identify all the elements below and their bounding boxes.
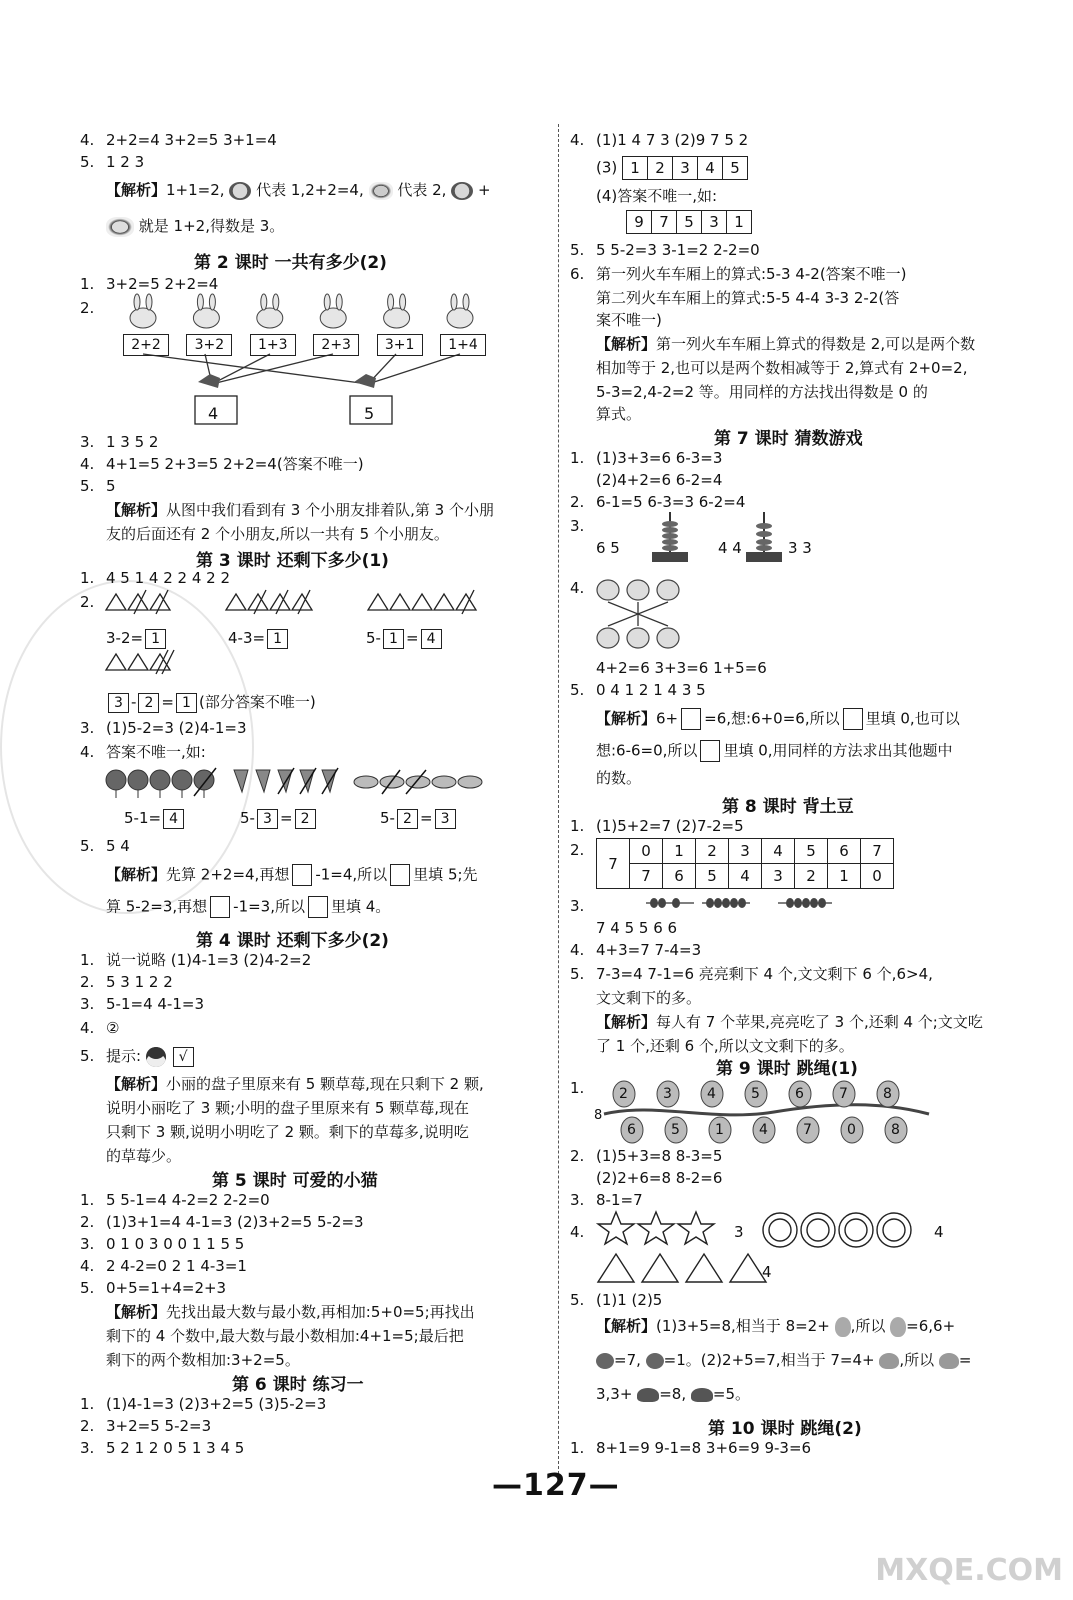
l7-answer-1b: (2)4+2=6 6-2=4 [596, 471, 723, 489]
l7-analysis-3: 的数。 [596, 769, 642, 787]
l8-answer-4: 4. 4+3=7 7-4=3 [570, 941, 702, 959]
analysis-1-cont: 就是 1+2,得数是 3。 [106, 216, 284, 237]
check-box: √ [173, 1047, 194, 1067]
rabbit-ear [134, 294, 140, 310]
leaf-number: 4 [707, 1086, 716, 1102]
l4-answer-5: 5. 提示: √ [80, 1046, 196, 1067]
l9-analysis-3: 3,3+ =8, =5。 [596, 1385, 751, 1403]
r6-analysis-4: 算式。 [596, 405, 642, 423]
leaf-number: 5 [671, 1122, 680, 1138]
l3-answer-3: 3. (1)5-2=3 (2)4-1=3 [80, 719, 247, 737]
l6-answer-2: 2. 3+2=5 5-2=3 [80, 1417, 212, 1435]
r-answer-6: 6. 第一列火车车厢上的算式:5-3 4-2(答案不唯一) [570, 265, 907, 283]
l7-analysis-2: 想:6-6=0,所以 里填 0,用同样的方法求出其他题中 [596, 740, 953, 762]
column-divider [558, 124, 559, 1484]
l5-analysis-2: 剩下的 4 个数中,最大数与最小数相加:4+1=5;最后把 [106, 1327, 464, 1345]
rabbit-icon [447, 308, 473, 328]
lesson-9-heading: 第 9 课时 跳绳(1) [716, 1059, 858, 1079]
rabbit-icon [384, 308, 410, 328]
leaf-number: 8 [891, 1122, 900, 1138]
rabbit-matching-diagram [100, 296, 480, 432]
l3-eq-3: 5- 1 = 4 [366, 628, 444, 649]
l8-answer-3-num: 3. [570, 897, 585, 915]
l5-answer-5: 5. 0+5=1+4=2+3 [80, 1279, 227, 1297]
l3-answer-4: 4. 答案不唯一,如: [80, 743, 206, 761]
r-answer-6c: 案不唯一) [596, 311, 662, 329]
l9-analysis-2: =7, =1。(2)2+5=7,相当于 7=4+ ,所以 = [596, 1350, 971, 1370]
lesson-8-heading: 第 8 课时 背土豆 [722, 797, 854, 817]
r-answer-6b: 第二列火车车厢上的算式:5-5 4-4 3-3 2-2(答 [596, 289, 900, 307]
rabbit-ear [451, 294, 457, 310]
l4-answer-1: 1. 说一说略 (1)4-1=3 (2)4-2=2 [80, 951, 312, 969]
rabbit-card: 1+4 [440, 334, 486, 356]
rabbit-ear [336, 294, 342, 310]
l6-answer-1: 1. (1)4-1=3 (2)3+2=5 (3)5-2=3 [80, 1395, 327, 1413]
abacus-icons [652, 512, 782, 564]
l8-analysis-1: 【解析】每人有 7 个苹果,亮亮吃了 3 个,还剩 4 个;文文吃 [596, 1013, 983, 1031]
butterfly-icon [369, 182, 393, 200]
l3-obj-eq-3: 5- 2 = 3 [380, 808, 458, 829]
leaf-number: 8 [883, 1086, 892, 1102]
r-answer-4-3: (3) 1 2 3 4 5 [596, 156, 748, 180]
l7-answer-3c: 3 3 [788, 539, 812, 557]
r-answer-4-4: (4)答案不唯一,如: [596, 187, 718, 205]
sequence-9-1: 9 7 5 3 1 [626, 210, 752, 234]
frog-icon [879, 1353, 899, 1369]
l7-answer-2: 2. 6-1=5 6-3=3 6-2=4 [570, 493, 746, 511]
l9-answer-1-num: 1. [570, 1079, 585, 1097]
l8-answer-3: 7 4 5 5 6 6 [596, 919, 678, 937]
crab-icon [637, 1388, 659, 1402]
tomato-icon [646, 1353, 664, 1369]
lesson-2-heading: 第 2 课时 一共有多少(2) [194, 253, 387, 273]
pear-icon [835, 1317, 851, 1337]
lesson-5-heading: 第 5 课时 可爱的小猫 [212, 1171, 378, 1191]
rabbit-card: 1+3 [250, 334, 296, 356]
rabbit-ear [209, 294, 215, 310]
rabbit-ear [324, 294, 330, 310]
l3-eq-4: 3 - 2 = 1 (部分答案不唯一) [106, 692, 316, 713]
money-bags-diagram [594, 572, 694, 656]
l2-analysis-1: 【解析】从图中我们看到有 3 个小朋友排着队,第 3 个小朋 [106, 501, 494, 519]
l3-analysis-1: 【解析】先算 2+2=4,再想 -1=4,所以 里填 5;先 [106, 864, 478, 886]
leaf-number: 7 [839, 1086, 848, 1102]
rabbit-ear [197, 294, 203, 310]
l4-analysis-3: 只剩下 3 颗,说明小明吃了 2 颗。剩下的草莓多,说明吃 [106, 1123, 469, 1141]
l4-analysis-4: 的草莓少。 [106, 1147, 182, 1165]
stars-count: 3 [734, 1223, 744, 1241]
frog-icon [939, 1353, 959, 1369]
rabbit-card: 2+3 [313, 334, 359, 356]
rabbit-icon [257, 308, 283, 328]
triangles-count: 4 [762, 1263, 772, 1281]
l8-answer-5: 5. 7-3=4 7-1=6 亮亮剩下 4 个,文文剩下 6 个,6>4, [570, 965, 933, 983]
l7-answer-3a: 6 5 [596, 539, 620, 557]
vine-end-label: 8 [594, 1108, 603, 1123]
watermark: MXQE.COM [875, 1553, 1063, 1588]
leaf-number: 2 [619, 1086, 628, 1102]
leaf-number: 3 [663, 1086, 672, 1102]
tomato-icon [596, 1353, 614, 1369]
answer-5: 5. 1 2 3 [80, 153, 145, 171]
shapes-row [596, 1210, 926, 1286]
leaf-number: 7 [803, 1122, 812, 1138]
l3-obj-eq-2: 5- 3 = 2 [240, 808, 318, 829]
page-number: —127— [492, 1468, 620, 1503]
ladybug-icon [451, 182, 473, 200]
potato-table: 7 0 1 2 3 4 5 6 7 7 6 5 4 3 2 1 0 [596, 838, 894, 889]
lesson-6-heading: 第 6 课时 练习一 [232, 1375, 364, 1395]
l9-answer-3: 3. 8-1=7 [570, 1191, 643, 1209]
rabbit-ear [388, 294, 394, 310]
l4-analysis-2: 说明小丽吃了 3 颗;小明的盘子里原来有 5 颗草莓,现在 [106, 1099, 469, 1117]
sequence-1-5: 1 2 3 4 5 [622, 156, 748, 180]
l7-answer-1: 1. (1)3+3=6 6-3=3 [570, 449, 723, 467]
rabbit-icon [130, 308, 156, 328]
r6-analysis-2: 相加等于 2,也可以是两个数相减等于 2,算式有 2+0=2, [596, 359, 968, 377]
l5-answer-2: 2. (1)3+1=4 4-1=3 (2)3+2=5 5-2=3 [80, 1213, 364, 1231]
girl-icon [146, 1047, 166, 1067]
l2-answer-1: 1. 3+2=5 2+2=4 [80, 275, 219, 293]
butterfly-icon [106, 217, 134, 237]
r-answer-5: 5. 5 5-2=3 3-1=2 2-2=0 [570, 241, 760, 259]
l9-answer-2: 2. (1)5+3=8 8-3=5 [570, 1147, 723, 1165]
l7-analysis-1: 【解析】6+ =6,想:6+0=6,所以 里填 0,也可以 [596, 708, 960, 730]
leaf-number: 1 [715, 1122, 724, 1138]
pear-icon [890, 1317, 906, 1337]
rabbit-ear [261, 294, 267, 310]
lesson-10-heading: 第 10 课时 跳绳(2) [708, 1419, 862, 1439]
leaf-number: 6 [627, 1122, 636, 1138]
rabbit-ear [400, 294, 406, 310]
l3-answer-5: 5. 5 4 [80, 837, 130, 855]
l5-analysis-3: 剩下的两个数相加:3+2=5。 [106, 1351, 300, 1369]
l5-analysis-1: 【解析】先找出最大数与最小数,再相加:5+0=5;再找出 [106, 1303, 475, 1321]
l7-answer-4-eq: 4+2=6 3+3=6 1+5=6 [596, 659, 767, 677]
l4-answer-4: 4. ② [80, 1019, 120, 1037]
l2-answer-5: 5. 5 [80, 477, 116, 495]
l8-answer-2-num: 2. [570, 841, 585, 859]
l10-answer-1: 1. 8+1=9 9-1=8 3+6=9 9-3=6 [570, 1439, 812, 1457]
l2-answer-4: 4. 4+1=5 2+3=5 2+2=4(答案不唯一) [80, 455, 364, 473]
lesson-7-heading: 第 7 课时 猜数游戏 [714, 429, 863, 449]
leaf-number: 4 [759, 1122, 768, 1138]
l9-answer-2b: (2)2+6=8 8-2=6 [596, 1169, 723, 1187]
ladybug-icon [229, 182, 251, 200]
l7-answer-5: 5. 0 4 1 2 1 4 3 5 [570, 681, 706, 699]
rabbit-ear [463, 294, 469, 310]
rabbit-card: 3+1 [377, 334, 423, 356]
rabbit-icon [320, 308, 346, 328]
rabbit-card: 2+2 [123, 334, 169, 356]
r6-analysis-1: 【解析】第一列火车车厢上算式的得数是 2,可以是两个数 [596, 335, 976, 353]
l5-answer-4: 4. 2 4-2=0 2 1 4-3=1 [80, 1257, 247, 1275]
l9-analysis-1: 【解析】(1)3+5=8,相当于 8=2+ ,所以 =6,6+ [596, 1317, 956, 1335]
target-4: 4 [208, 404, 219, 423]
l2-answer-3: 3. 1 3 5 2 [80, 433, 159, 451]
l8-analysis-2: 了 1 个,还剩 6 个,所以文文剩下的多。 [596, 1037, 854, 1055]
l3-eq-1: 3-2= 1 [106, 628, 168, 649]
bead-strings [646, 896, 832, 910]
objects-crossed [104, 766, 484, 800]
l3-analysis-2: 算 5-2=3,再想 -1=3,所以 里填 4。 [106, 896, 390, 918]
rabbit-ear [273, 294, 279, 310]
crab-icon [691, 1388, 713, 1402]
l9-answer-5: 5. (1)1 (2)5 [570, 1291, 663, 1309]
l7-answer-3-num: 3. [570, 517, 585, 535]
circles-count: 4 [934, 1223, 944, 1241]
l2-answer-2-num: 2. [80, 299, 95, 317]
l9-answer-4-num: 4. [570, 1223, 585, 1241]
l7-answer-4-num: 4. [570, 579, 585, 597]
l4-answer-3: 3. 5-1=4 4-1=3 [80, 995, 204, 1013]
l3-obj-eq-1: 5-1= 4 [124, 808, 186, 829]
lesson-3-heading: 第 3 课时 还剩下多少(1) [196, 551, 389, 571]
l3-answer-1: 1. 4 5 1 4 2 2 4 2 2 [80, 569, 231, 587]
l4-answer-2: 2. 5 3 1 2 2 [80, 973, 173, 991]
l5-answer-1: 1. 5 5-1=4 4-2=2 2-2=0 [80, 1191, 270, 1209]
leaf-number: 6 [795, 1086, 804, 1102]
l3-eq-2: 4-3= 1 [228, 628, 290, 649]
l5-answer-3: 3. 0 1 0 3 0 0 1 1 5 5 [80, 1235, 245, 1253]
l3-answer-2-num: 2. [80, 593, 95, 611]
l6-answer-3: 3. 5 2 1 2 0 5 1 3 4 5 [80, 1439, 245, 1457]
r6-analysis-3: 5-3=2,4-2=2 等。用同样的方法找出得数是 0 的 [596, 383, 928, 401]
rabbit-card: 3+2 [186, 334, 232, 356]
l8-answer-1: 1. (1)5+2=7 (2)7-2=5 [570, 817, 744, 835]
r-answer-4-4-seq [626, 210, 752, 234]
lesson-4-heading: 第 4 课时 还剩下多少(2) [196, 931, 389, 951]
r-answer-4: 4. (1)1 4 7 3 (2)9 7 5 2 [570, 131, 749, 149]
l7-answer-3b: 4 4 [718, 539, 742, 557]
answer-4: 4. 2+2=4 3+2=5 3+1=4 [80, 131, 277, 149]
rabbit-icon [193, 308, 219, 328]
leaf-number: 0 [847, 1122, 856, 1138]
analysis-1: 【解析】1+1=2, 代表 1,2+2=4, 代表 2, + [106, 181, 491, 199]
leaf-number: 5 [751, 1086, 760, 1102]
l2-analysis-2: 友的后面还有 2 个小朋友,所以一共有 5 个小朋友。 [106, 525, 449, 543]
rabbit-ear [146, 294, 152, 310]
l4-analysis-1: 【解析】小丽的盘子里原来有 5 颗草莓,现在只剩下 2 颗, [106, 1075, 484, 1093]
target-5: 5 [364, 404, 375, 423]
l8-answer-5b: 文文剩下的多。 [596, 989, 702, 1007]
